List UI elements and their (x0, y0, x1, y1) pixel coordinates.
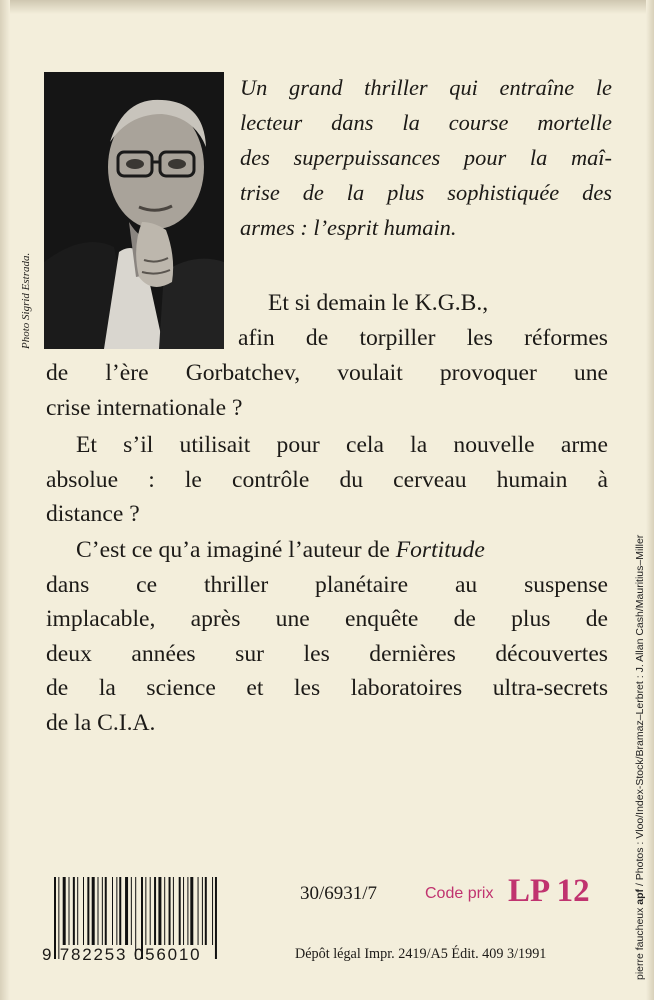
barcode-bar (158, 877, 161, 945)
paragraph-3-line-3: implacable, après une enquête de plus de (46, 606, 608, 632)
barcode-bar (179, 877, 181, 945)
barcode-bar (187, 877, 188, 945)
paragraph-2 (46, 428, 608, 532)
paragraph-3-line-1-text: C’est ce qu’a imaginé l’auteur de (76, 537, 396, 563)
photo-credit: Photo Sigrid Estrada. (20, 252, 32, 349)
author-photo (44, 72, 224, 349)
cover-design-credit (634, 534, 646, 980)
barcode-bar (202, 877, 203, 945)
cover-edge-left (0, 0, 10, 1000)
barcode-bar (164, 877, 165, 945)
cover-edge-right (646, 0, 654, 1000)
catalog-code: 30/6931/7 (300, 883, 378, 904)
paragraph-3 (46, 533, 608, 740)
barcode-bar (173, 877, 174, 945)
barcode-bar (212, 877, 213, 945)
barcode-bar (183, 877, 184, 945)
barcode-bar (154, 877, 156, 945)
barcode-bar (83, 877, 84, 945)
paragraph-1-line-3: de l’ère Gorbatchev, voulait provoquer une (46, 360, 608, 386)
paragraph-1-line-2-wrap (238, 321, 608, 356)
paragraph-3-line-4: deux années sur les dernières découvertes (46, 640, 608, 667)
book-title-fortitude: Fortitude (395, 537, 485, 563)
barcode-bar (77, 877, 78, 945)
paragraph-2-line-1: Et s’il utilisait pour cela la nouvelle arme (76, 432, 608, 458)
tagline-line: Un grand thriller qui entraîne le (240, 75, 612, 100)
barcode-bar (169, 877, 171, 945)
barcode-bar (125, 877, 128, 945)
cover-edge-top (0, 0, 654, 14)
paragraph-2-line-3: distance ? (46, 501, 140, 527)
barcode-bar (190, 877, 193, 945)
paragraph-3-line-2: dans ce thriller planétaire au suspense (46, 571, 608, 598)
tagline-line: lecteur dans la course mortelle (240, 110, 612, 135)
tagline-line: trise de la plus sophistiquée des (240, 180, 612, 205)
paragraph-2-line-2: absolue : le contrôle du cerveau humain à (46, 466, 608, 493)
isbn-number: 9 782253 056010 (42, 945, 202, 964)
apf-mark: apf (634, 888, 646, 905)
barcode-bar (205, 877, 207, 945)
barcode-bar (105, 877, 107, 945)
barcode-bar (145, 877, 146, 945)
barcode-bar (131, 877, 132, 945)
paragraph-1-line-4: crise internationale ? (46, 394, 243, 421)
price-code-lp: LP 12 (508, 873, 590, 909)
paragraph-3-line-5: de la science et les laboratoires ultra-secrets (46, 675, 608, 701)
barcode-bar (63, 877, 66, 945)
tagline-blurb (240, 70, 612, 245)
barcode-bar (150, 877, 151, 945)
barcode-bar (198, 877, 199, 945)
barcode-bar (116, 877, 117, 945)
paragraph-1-rest (46, 356, 608, 425)
barcode-bar (119, 877, 121, 945)
designer-name: pierre faucheux (634, 904, 646, 980)
paragraph-1-line-1: Et si demain le K.G.B., (268, 290, 489, 316)
paragraph-1-line-2: afin de torpiller les réformes (238, 325, 608, 351)
barcode-bar (73, 877, 75, 945)
code-prix-label: Code prix (425, 885, 494, 902)
barcode-bar (69, 877, 70, 945)
tagline-line: des superpuissances pour la maî- (240, 145, 612, 170)
barcode-bar (112, 877, 113, 945)
paragraph-3-line-1 (46, 533, 608, 568)
tagline-line: armes : l’esprit humain. (240, 215, 457, 240)
barcode-bar (87, 877, 89, 945)
photo-agencies: / Photos : Vloo/Index-Stock/Bramaz–Lerbret : J. Allan Cash/Mauritius–Miller (634, 534, 646, 889)
barcode-bar (98, 877, 99, 945)
barcode-bar (92, 877, 95, 945)
barcode-bar (102, 877, 103, 945)
paragraph-3-line-6: de la C.I.A. (46, 709, 156, 736)
legal-deposit: Dépôt légal Impr. 2419/A5 Édit. 409 3/1991 (295, 946, 547, 962)
